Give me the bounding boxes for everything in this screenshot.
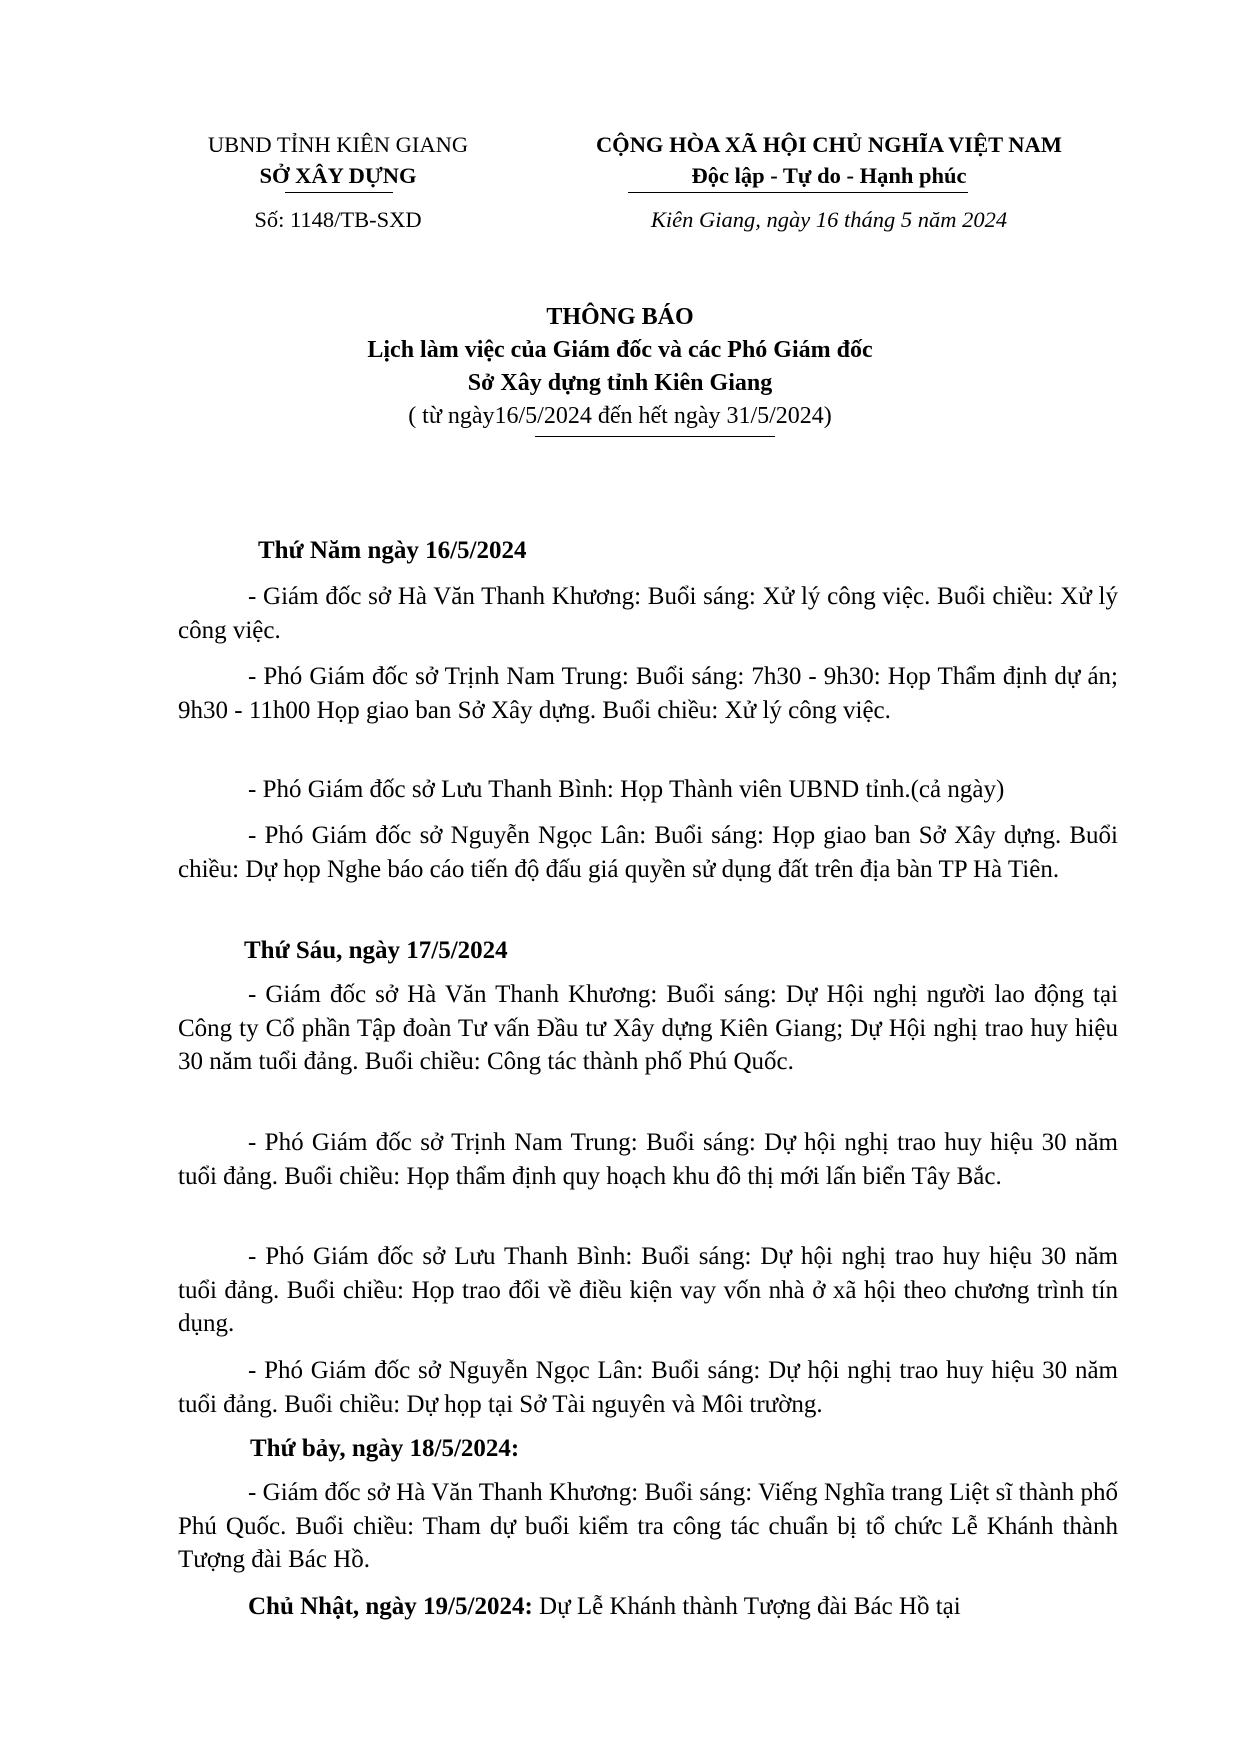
schedule-entries <box>178 580 1118 647</box>
place-and-date: Kiên Giang, ngày 16 tháng 5 năm 2024 <box>650 207 1008 232</box>
schedule-entries <box>178 1240 1118 1341</box>
day-section <box>178 934 1118 968</box>
schedule-entries <box>178 1126 1118 1193</box>
last-entry-text: Dự Lễ Khánh thành Tượng đài Bác Hồ tại <box>532 1593 961 1620</box>
document-heading: THÔNG BÁO <box>546 304 694 330</box>
schedule-entries <box>178 1476 1118 1577</box>
day-heading: Thứ Năm ngày 16/5/2024 <box>258 537 527 564</box>
schedule-item: - Phó Giám đốc sở Lưu Thanh Bình: Họp Thành viên UBND tỉnh.(cả ngày) <box>248 776 1005 803</box>
day-section <box>178 534 1118 568</box>
schedule-item: - Phó Giám đốc sở Lưu Thanh Bình: Buổi sáng: Dự hội nghị trao huy hiệu 30 năm tuổi đảng. Buổi chiều: Họp trao đổi về điều kiện vay vốn nhà ở xã hội theo chương trình tín dụng. <box>178 1243 1118 1337</box>
schedule-item: - Phó Giám đốc sở Nguyễn Ngọc Lân: Buổi sáng: Dự hội nghị trao huy hiệu 30 năm tuổi đảng. Buổi chiều: Dự họp tại Sở Tài nguyên và Môi trường. <box>178 1357 1118 1418</box>
schedule-entries <box>178 1354 1118 1421</box>
schedule-entries <box>178 660 1118 727</box>
department-underline <box>285 192 393 193</box>
issuing-authority: UBND TỈNH KIÊN GIANG <box>207 132 469 157</box>
day-heading: Chủ Nhật, ngày 19/5/2024: <box>248 1593 533 1620</box>
schedule-item: - Phó Giám đốc sở Nguyễn Ngọc Lân: Buổi sáng: Họp giao ban Sở Xây dựng. Buổi chiều: Dự họp Nghe báo cáo tiến độ đấu giá quyền sử dụng đất trên địa bàn TP Hà Tiên. <box>178 822 1118 883</box>
schedule-item: - Giám đốc sở Hà Văn Thanh Khương: Buổi sáng: Viếng Nghĩa trang Liệt sĩ thành phố Phú Quốc. Buổi chiều: Tham dự buổi kiểm tra công tác chuẩn bị tổ chức Lễ Khánh thành Tượng đài Bác Hồ. <box>178 1479 1118 1573</box>
day-section <box>178 1590 1118 1624</box>
schedule-item: - Phó Giám đốc sở Trịnh Nam Trung: Buổi sáng: 7h30 - 9h30: Họp Thẩm định dự án; 9h30 - 11h00 Họp giao ban Sở Xây dựng. Buổi chiều: Xử lý công việc. <box>178 663 1118 724</box>
title-underline <box>535 436 775 437</box>
title-line-1: Lịch làm việc của Giám đốc và các Phó Giám đốc <box>367 337 873 363</box>
day-heading: Thứ Sáu, ngày 17/5/2024 <box>244 937 508 964</box>
schedule-period: ( từ ngày16/5/2024 đến hết ngày 31/5/2024) <box>408 403 832 429</box>
national-motto: Độc lập - Tự do - Hạnh phúc <box>691 163 967 188</box>
schedule-entries <box>178 773 1118 807</box>
schedule-entries <box>178 978 1118 1079</box>
motto-underline <box>628 192 968 193</box>
last-entry <box>178 1590 1118 1624</box>
schedule-item: - Giám đốc sở Hà Văn Thanh Khương: Buổi sáng: Dự Hội nghị người lao động tại Công ty Cổ phần Tập đoàn Tư vấn Đầu tư Xây dựng Kiên Giang; Dự Hội nghị trao huy hiệu 30 năm tuổi đảng. Buổi chiều: Công tác thành phố Phú Quốc. <box>178 981 1118 1075</box>
title-line-2: Sở Xây dựng tỉnh Kiên Giang <box>467 370 773 396</box>
national-title: CỘNG HÒA XÃ HỘI CHỦ NGHĨA VIỆT NAM <box>595 132 1063 157</box>
schedule-item: - Giám đốc sở Hà Văn Thanh Khương: Buổi sáng: Xử lý công việc. Buổi chiều: Xử lý công việc. <box>178 583 1118 644</box>
document-number: Số: 1148/TB-SXD <box>254 207 422 232</box>
department-name: SỞ XÂY DỰNG <box>259 163 417 188</box>
schedule-entries <box>178 819 1118 886</box>
day-heading: Thứ bảy, ngày 18/5/2024: <box>250 1435 520 1462</box>
day-section <box>178 1432 1118 1466</box>
schedule-item: - Phó Giám đốc sở Trịnh Nam Trung: Buổi sáng: Dự hội nghị trao huy hiệu 30 năm tuổi đảng. Buổi chiều: Họp thẩm định quy hoạch khu đô thị mới lấn biển Tây Bắc. <box>178 1129 1118 1190</box>
